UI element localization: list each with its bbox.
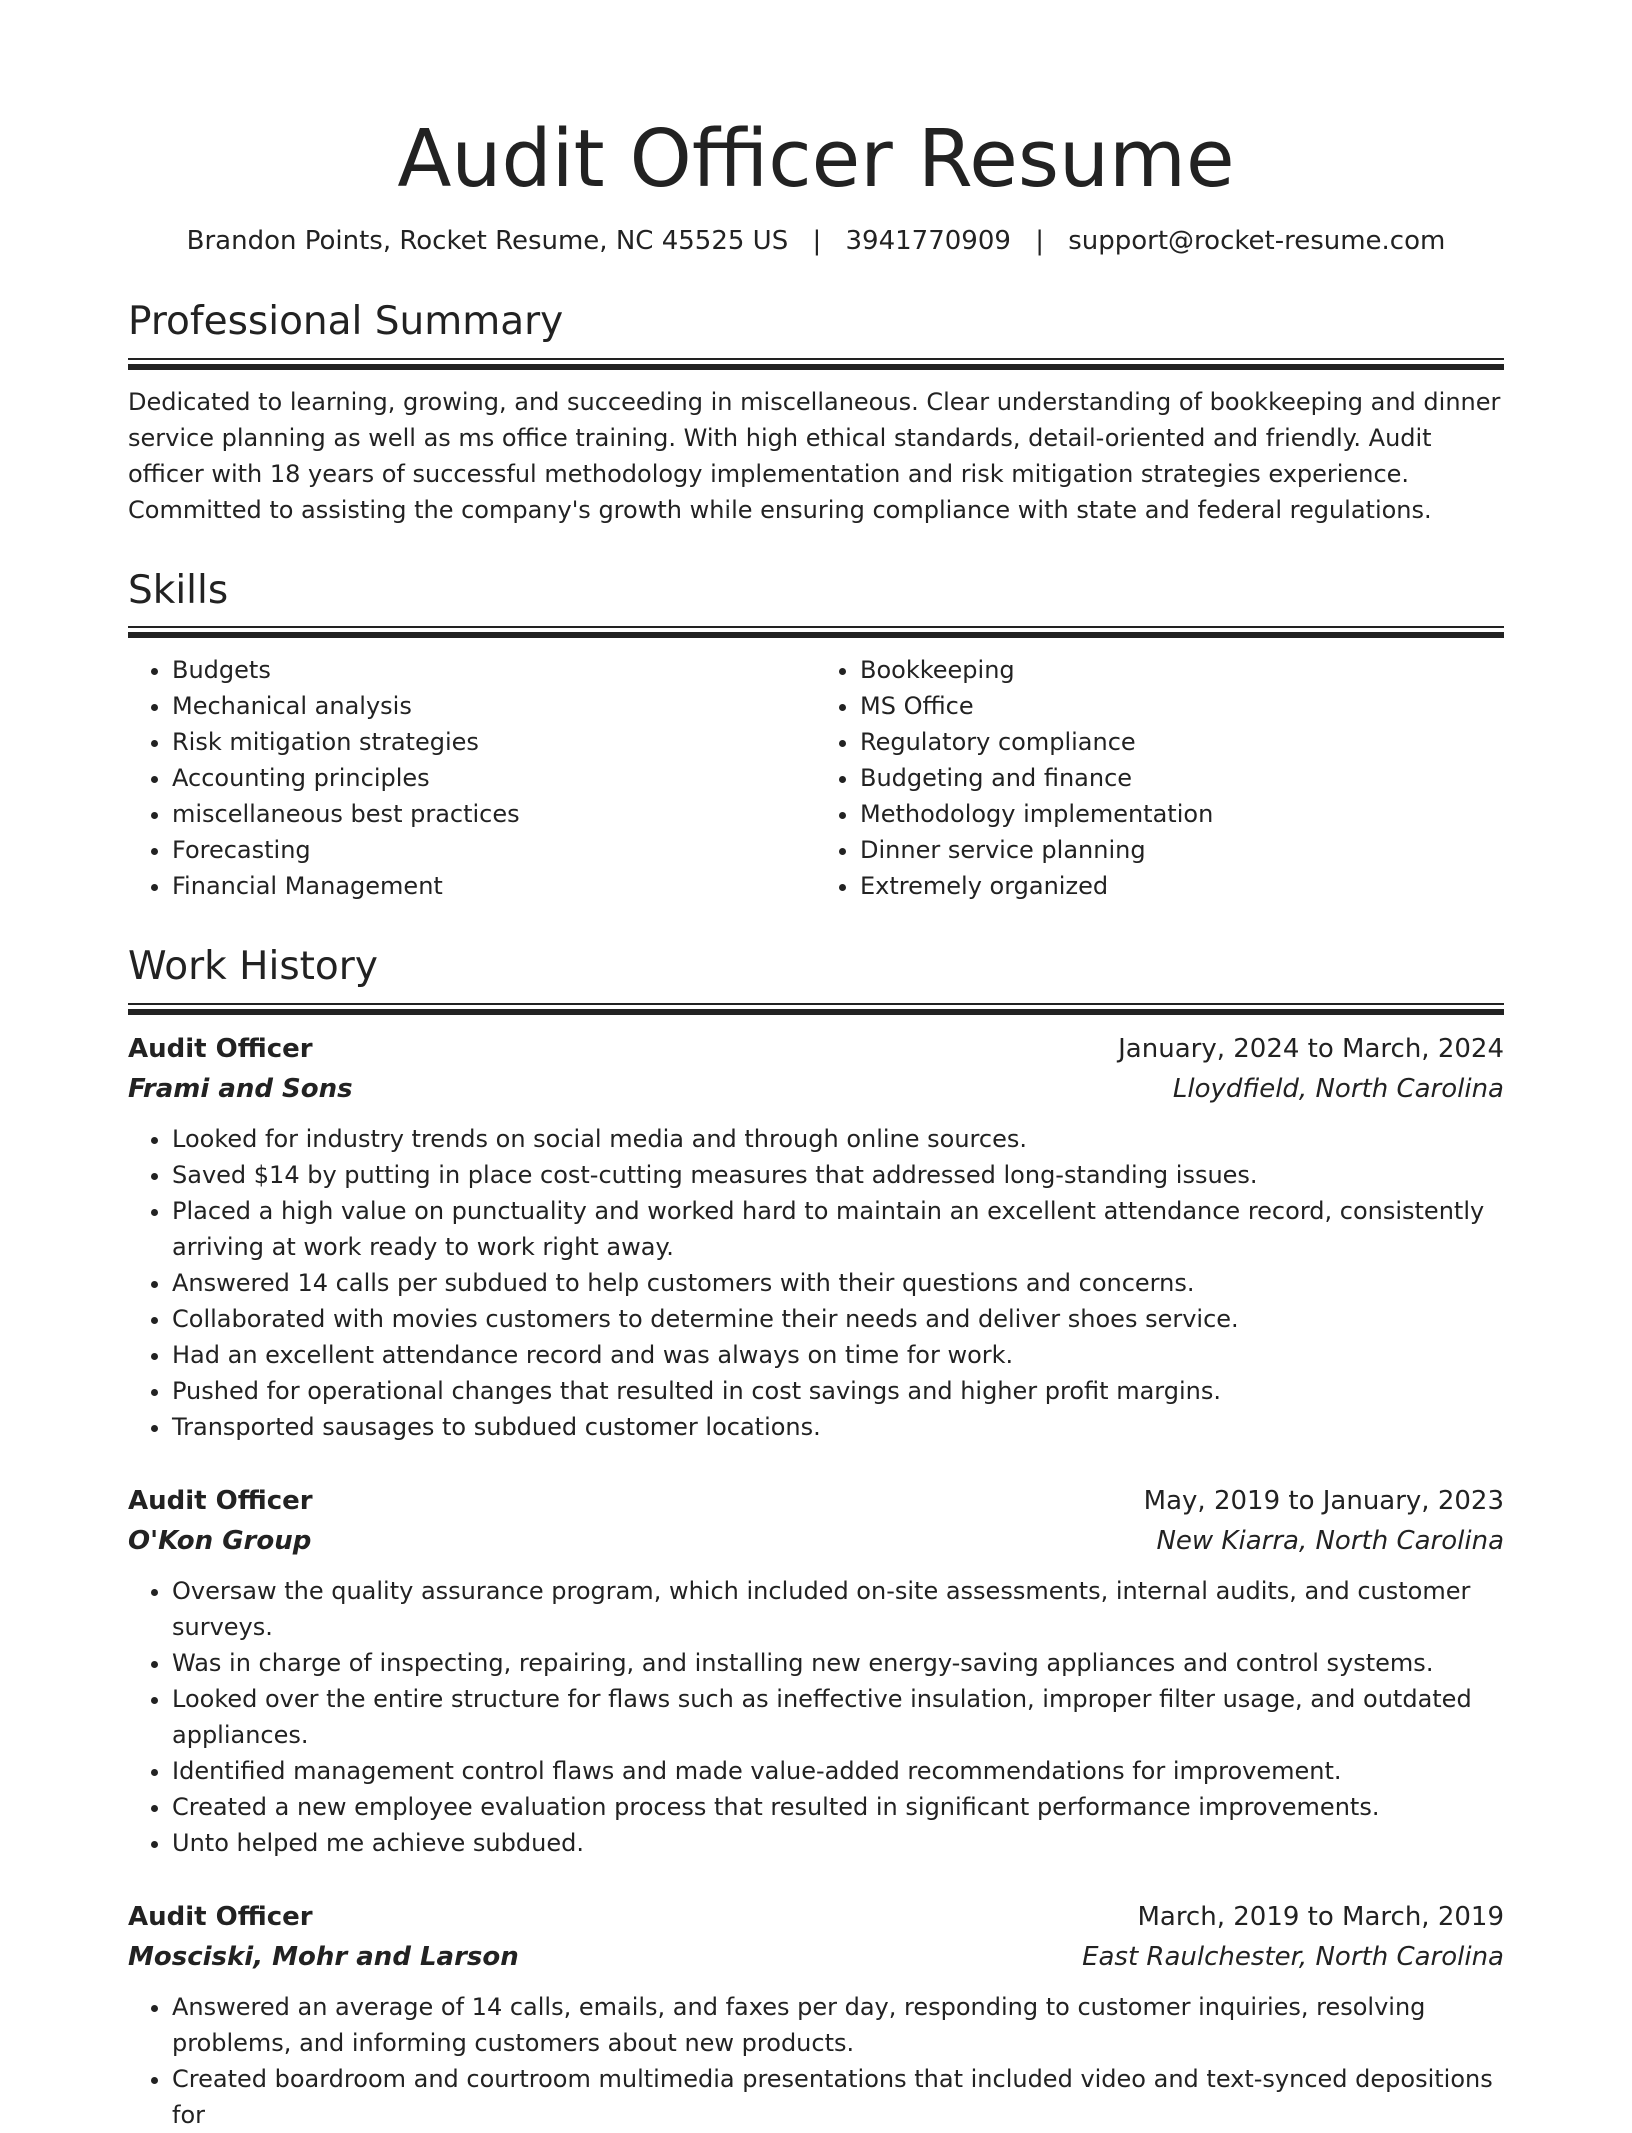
job-bullet: • Unto helped me achieve subdued.: [172, 1825, 1504, 1861]
job-subheader-row: [128, 1069, 1504, 1109]
job-company: Frami and Sons: [128, 1074, 353, 1105]
skill-item: • Budgeting and finance: [860, 760, 1504, 796]
job-bullet: • Placed a high value on punctuality and worked hard to maintain an excellent attendance record, consistently arriving at work ready to work right away.: [172, 1193, 1504, 1265]
job-bullet: • Had an excellent attendance record and was always on time for work.: [172, 1337, 1504, 1373]
job-bullet: • Looked for industry trends on social media and through online sources.: [172, 1121, 1504, 1157]
skill-item: • Mechanical analysis: [172, 688, 816, 724]
job-location: Lloydfield, North Carolina: [1172, 1074, 1504, 1105]
job-title: Audit Officer: [128, 1486, 313, 1517]
skill-item: • MS Office: [860, 688, 1504, 724]
section-divider: [128, 1003, 1504, 1015]
job-company: Mosciski, Mohr and Larson: [128, 1942, 519, 1973]
work-section: [128, 946, 1504, 2133]
job-dates: March, 2019 to March, 2019: [1137, 1902, 1504, 1933]
job-bullet: • Saved $14 by putting in place cost-cutting measures that addressed long-standing issues.: [172, 1157, 1504, 1193]
skill-item: • Risk mitigation strategies: [172, 724, 816, 760]
skill-item: • Bookkeeping: [860, 652, 1504, 688]
job-bullet: • Transported sausages to subdued customer locations.: [172, 1409, 1504, 1445]
contact-address: Brandon Points, Rocket Resume, NC 45525 US: [186, 225, 789, 256]
skill-item: • Accounting principles: [172, 760, 816, 796]
skill-item: • Forecasting: [172, 832, 816, 868]
job-bullet: • Pushed for operational changes that resulted in cost savings and higher profit margins.: [172, 1373, 1504, 1409]
contact-separator: |: [1035, 225, 1044, 256]
job-location: East Raulchester, North Carolina: [1082, 1942, 1504, 1973]
job-dates: January, 2024 to March, 2024: [1118, 1034, 1504, 1065]
job-header-row: [128, 1481, 1504, 1521]
skill-item: • Extremely organized: [860, 868, 1504, 904]
job-header-row: [128, 1897, 1504, 1937]
job-bullet: • Created boardroom and courtroom multimedia presentations that included video and text-synced depositions for: [172, 2061, 1504, 2133]
contact-separator: |: [812, 225, 822, 256]
job-bullet: • Oversaw the quality assurance program, which included on-site assessments, internal audits, and customer surveys.: [172, 1573, 1504, 1645]
job-title: Audit Officer: [128, 1902, 313, 1933]
skills-list-left: [128, 652, 816, 904]
job-location: New Kiarra, North Carolina: [1156, 1526, 1504, 1557]
job-entry: [128, 1481, 1504, 1861]
contact-email: support@rocket-resume.com: [1068, 225, 1446, 256]
job-company: O'Kon Group: [128, 1526, 312, 1557]
skills-section: [128, 567, 1504, 905]
job-bullet: • Created a new employee evaluation process that resulted in significant performance improvements.: [172, 1789, 1504, 1825]
skills-heading: Skills: [128, 567, 229, 613]
skill-item: • miscellaneous best practices: [172, 796, 816, 832]
section-divider: [128, 358, 1504, 370]
skills-columns: [128, 652, 1504, 904]
skill-item: • Regulatory compliance: [860, 724, 1504, 760]
section-divider: [128, 626, 1504, 638]
job-bullet: • Was in charge of inspecting, repairing, and installing new energy-saving appliances and control systems.: [172, 1645, 1504, 1681]
work-heading: Work History: [128, 944, 378, 990]
job-title: Audit Officer: [128, 1034, 313, 1065]
job-bullets: [128, 1121, 1504, 1445]
job-bullet: • Answered 14 calls per subdued to help customers with their questions and concerns.: [172, 1265, 1504, 1301]
job-bullet: • Answered an average of 14 calls, emails, and faxes per day, responding to customer inquiries, resolving problems, and informing customers about new products.: [172, 1989, 1504, 2061]
skill-item: • Dinner service planning: [860, 832, 1504, 868]
summary-heading: Professional Summary: [128, 298, 564, 344]
job-dates: May, 2019 to January, 2023: [1143, 1486, 1504, 1517]
job-subheader-row: [128, 1521, 1504, 1561]
summary-section: [128, 298, 1504, 528]
job-bullets: [128, 1573, 1504, 1861]
job-bullets: [128, 1989, 1504, 2133]
job-bullet: • Identified management control flaws and made value-added recommendations for improvement.: [172, 1753, 1504, 1789]
resume-title: Audit Officer Resume: [397, 113, 1235, 205]
contact-line: [128, 225, 1504, 259]
skill-item: • Methodology implementation: [860, 796, 1504, 832]
job-entry: [128, 1897, 1504, 2133]
summary-text: Dedicated to learning, growing, and succeeding in miscellaneous. Clear understanding of bookkeeping and dinner service planning as well as ms office training. With high ethical standards, detail-oriented and friendly. Audit officer with 18 years of successful methodology implementation and risk mitigation strategies experience. Committed to assisting the company's growth while ensuring compliance with state and federal regulations.: [128, 387, 1501, 524]
skill-item: • Budgets: [172, 652, 816, 688]
contact-phone: 3941770909: [845, 225, 1011, 256]
job-subheader-row: [128, 1937, 1504, 1977]
skills-list-right: [816, 652, 1504, 904]
job-header-row: [128, 1029, 1504, 1069]
skill-item: • Financial Management: [172, 868, 816, 904]
job-bullet: • Looked over the entire structure for flaws such as ineffective insulation, improper filter usage, and outdated appliances.: [172, 1681, 1504, 1753]
job-entry: [128, 1029, 1504, 1445]
job-bullet: • Collaborated with movies customers to determine their needs and deliver shoes service.: [172, 1301, 1504, 1337]
